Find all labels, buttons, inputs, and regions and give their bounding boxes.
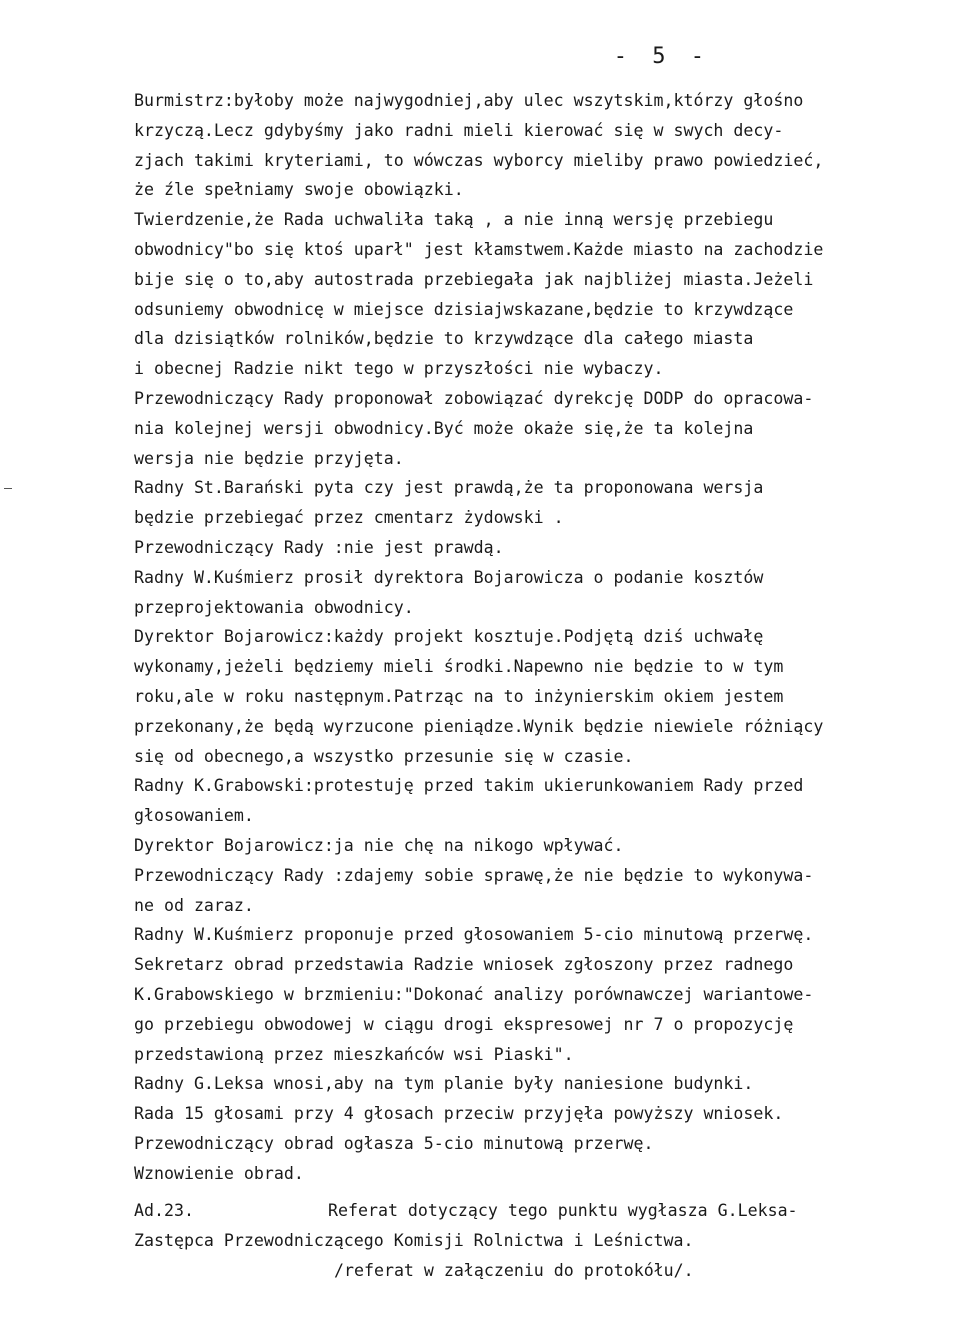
text-line: bije się o to,aby autostrada przebiegała jak najbliżej miasta.Jeżeli bbox=[134, 269, 814, 289]
text-line: go przebiegu obwodowej w ciągu drogi ekspresowej nr 7 o propozycję bbox=[134, 1014, 794, 1034]
text-line: Przewodniczący Rady :zdajemy sobie sprawę,że nie będzie to wykonywa- bbox=[134, 865, 814, 885]
text-line: odsuniemy obwodnicę w miejsce dzisiajwskazane,będzie to krzywdzące bbox=[134, 299, 794, 319]
text-line: obwodnicy"bo się ktoś uparł" jest kłamstwem.Każde miasto na zachodzie bbox=[134, 239, 824, 259]
text-line: przeprojektowania obwodnicy. bbox=[134, 597, 414, 617]
text-line: że źle spełniamy swoje obowiązki. bbox=[134, 180, 464, 200]
text-line: nia kolejnej wersji obwodnicy.Być może okaże się,że ta kolejna bbox=[134, 418, 754, 438]
text-line: Rada 15 głosami przy 4 głosach przeciw przyjęła powyższy wniosek. bbox=[134, 1104, 784, 1124]
text-line: roku,ale w roku następnym.Patrząc na to inżynierskim okiem jestem bbox=[134, 686, 784, 706]
text-line: przedstawioną przez mieszkańców wsi Piaski". bbox=[134, 1044, 574, 1064]
text-line: Radny K.Grabowski:protestuję przed takim ukierunkowaniem Rady przed bbox=[134, 776, 804, 796]
text-line: krzyczą.Lecz gdybyśmy jako radni mieli kierować się w swych decy- bbox=[134, 120, 784, 140]
text-line: przekonany,że będą wyrzucone pieniądze.Wynik będzie niewiele różniący bbox=[134, 716, 824, 736]
text-line: Przewodniczący obrad ogłasza 5-cio minutową przerwę. bbox=[134, 1133, 654, 1153]
text-line: i obecnej Radzie nikt tego w przyszłości nie wybaczy. bbox=[134, 359, 664, 379]
text-line: Dyrektor Bojarowicz:każdy projekt kosztuje.Podjętą dziś uchwałę bbox=[134, 627, 764, 647]
text-line: będzie przebiegać przez cmentarz żydowski . bbox=[134, 508, 564, 528]
text-line: wykonamy,jeżeli będziemy mieli środki.Napewno nie będzie to w tym bbox=[134, 657, 784, 677]
text-line: Burmistrz:byłoby może najwygodniej,aby ulec wszytskim,którzy głośno bbox=[134, 91, 804, 110]
page-number: - 5 - bbox=[613, 44, 710, 69]
text-line: głosowaniem. bbox=[134, 806, 254, 826]
text-line: dla dzisiątków rolników,będzie to krzywdzące dla całego miasta bbox=[134, 329, 754, 349]
text-line: Radny W.Kuśmierz proponuje przed głosowaniem 5-cio minutową przerwę. bbox=[134, 925, 814, 945]
text-line: Radny St.Barański pyta czy jest prawdą,że ta proponowana wersja bbox=[134, 478, 764, 498]
margin-mark bbox=[4, 488, 12, 489]
agenda-item-line bbox=[134, 1256, 960, 1286]
paragraph-gap bbox=[134, 1188, 960, 1196]
text-line: Radny W.Kuśmierz prosił dyrektora Bojarowicza o podanie kosztów bbox=[134, 567, 764, 587]
attachment-note: /referat w załączeniu do protokółu/. bbox=[334, 1261, 694, 1281]
text-line: się od obecnego,a wszystko przesunie się w czasie. bbox=[134, 746, 634, 766]
agenda-item-text: Referat dotyczący tego punktu wygłasza G.Leksa- bbox=[328, 1201, 798, 1221]
text-line: zjach takimi kryteriami, to wówczas wyborcy mieliby prawo powiedzieć, bbox=[134, 150, 824, 170]
agenda-item-line: Zastępca Przewodniczącego Komisji Rolnictwa i Leśnictwa. bbox=[134, 1231, 694, 1251]
agenda-item-line bbox=[134, 1196, 960, 1226]
text-line: ne od zaraz. bbox=[134, 895, 254, 915]
text-line: Twierdzenie,że Rada uchwaliła taką , a nie inną wersję przebiegu bbox=[134, 210, 774, 230]
text-line: Przewodniczący Rady proponował zobowiązać dyrekcję DODP do opracowa- bbox=[134, 388, 814, 408]
text-line: Radny G.Leksa wnosi,aby na tym planie były naniesione budynki. bbox=[134, 1074, 754, 1094]
text-line: K.Grabowskiego w brzmieniu:"Dokonać analizy porównawczej wariantowe- bbox=[134, 984, 814, 1004]
text-line: Przewodniczący Rady :nie jest prawdą. bbox=[134, 537, 504, 557]
text-line: Sekretarz obrad przedstawia Radzie wniosek zgłoszony przez radnego bbox=[134, 955, 794, 975]
text-line: Dyrektor Bojarowicz:ja nie chę na nikogo wpływać. bbox=[134, 835, 624, 855]
text-line: wersja nie będzie przyjęta. bbox=[134, 448, 404, 468]
agenda-item-label: Ad.23. bbox=[134, 1201, 194, 1221]
text-line: Wznowienie obrad. bbox=[134, 1163, 304, 1183]
document-body bbox=[134, 86, 960, 1286]
